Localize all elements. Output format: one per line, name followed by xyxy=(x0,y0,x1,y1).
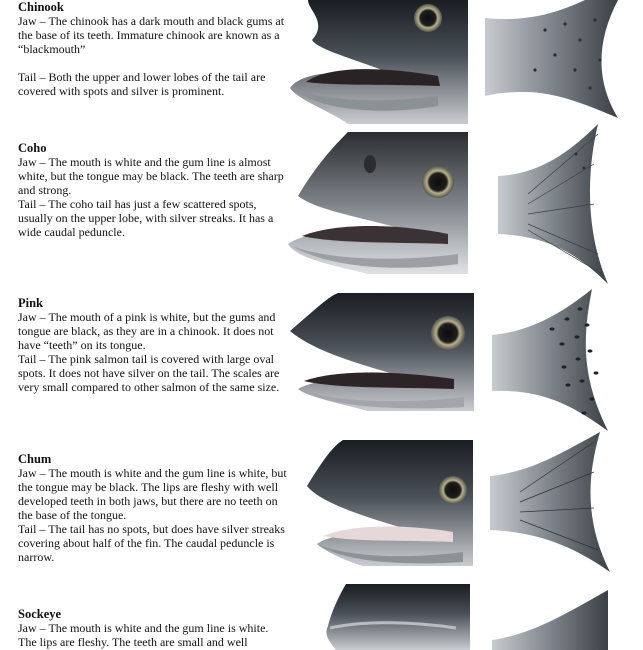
species-title: Chum xyxy=(18,452,52,466)
species-section-coho xyxy=(18,141,288,239)
jaw-description: Jaw – The mouth is white and the gum line is white, but the tongue may be black. The lips are fleshy with well developed teeth in both jaws, but there are no teeth on the base of the tongue. xyxy=(18,466,287,522)
coho-tail-photo xyxy=(498,124,608,284)
pink-tail-photo xyxy=(492,289,608,431)
chinook-tail-photo xyxy=(485,0,618,118)
jaw-description: Jaw – The chinook has a dark mouth and black gums at the base of its teeth. Immature chinook are known as a “blackmouth” xyxy=(18,14,285,56)
jaw-description: Jaw – The mouth is white and the gum line is almost white, but the tongue may be black. The teeth are sharp and strong. xyxy=(18,155,284,197)
chinook-head-photo xyxy=(288,0,468,124)
tail-description: Tail – The pink salmon tail is covered with large oval spots. It does not have silver on the tail. The scales are very small compared to other salmon of the same size. xyxy=(18,352,280,394)
tail-description: Tail – The coho tail has just a few scattered spots, usually on the upper lobe, with silver streaks. It has a wide caudal peduncle. xyxy=(18,197,274,239)
species-title: Pink xyxy=(18,296,44,310)
species-title: Sockeye xyxy=(18,607,62,621)
coho-head-photo xyxy=(288,132,468,274)
species-section-pink xyxy=(18,296,288,394)
species-title: Chinook xyxy=(18,0,64,14)
species-section-chum xyxy=(18,452,288,564)
pink-head-photo xyxy=(288,293,474,411)
species-section-sockeye xyxy=(18,607,288,649)
chum-tail-photo xyxy=(490,432,610,572)
jaw-description: Jaw – The mouth is white and the gum line is white. The lips are fleshy. The teeth are small and well xyxy=(18,621,269,649)
sockeye-head-photo xyxy=(306,584,470,650)
sockeye-tail-photo xyxy=(492,590,608,650)
tail-description: Tail – The tail has no spots, but does have silver streaks covering about half of the fin. The caudal peduncle is narrow. xyxy=(18,522,285,564)
chum-head-photo xyxy=(303,440,473,566)
species-title: Coho xyxy=(18,141,47,155)
species-section-chinook xyxy=(18,0,288,98)
jaw-description: Jaw – The mouth of a pink is white, but the gums and tongue are black, as they are in a chinook. It does not have “teeth” on its tongue. xyxy=(18,310,276,352)
tail-description: Tail – Both the upper and lower lobes of the tail are covered with spots and silver is prominent. xyxy=(18,70,266,98)
